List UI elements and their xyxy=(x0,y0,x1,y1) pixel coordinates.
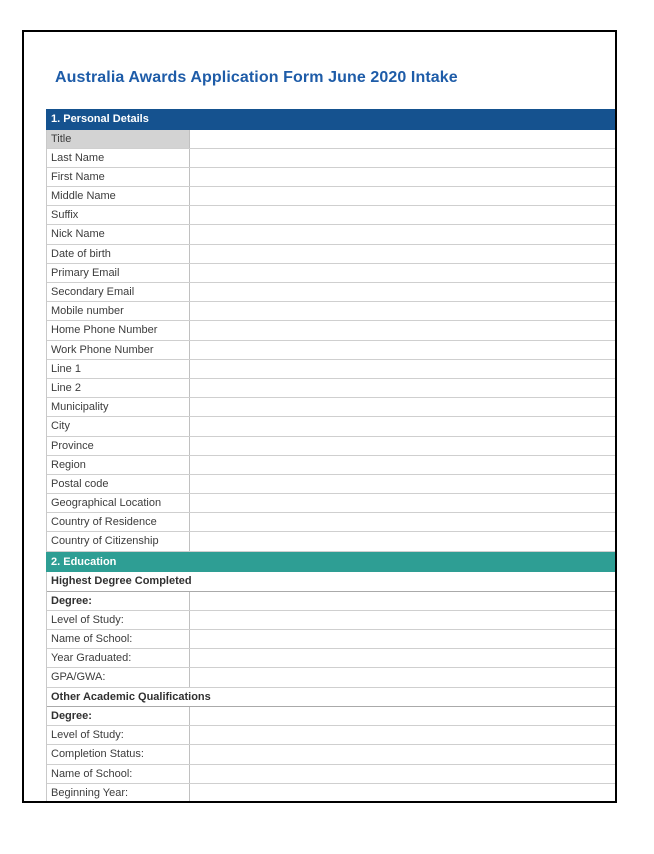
field-label-beginning-year: Beginning Year: xyxy=(47,784,190,802)
form-row-secondary-email xyxy=(47,283,615,302)
field-value-title[interactable] xyxy=(190,130,615,148)
form-row-last-name xyxy=(47,149,615,168)
field-value-region[interactable] xyxy=(190,456,615,474)
field-value-secondary-email[interactable] xyxy=(190,283,615,301)
form-row-beginning-year xyxy=(47,784,615,803)
field-label-name-of-school: Name of School: xyxy=(47,630,190,648)
section-header-2-education: 2. Education xyxy=(46,552,615,573)
application-form-table xyxy=(46,109,615,803)
field-label-line-2: Line 2 xyxy=(47,379,190,397)
form-row-city xyxy=(47,417,615,436)
field-label-date-of-birth: Date of birth xyxy=(47,245,190,263)
field-label-region: Region xyxy=(47,456,190,474)
field-value-line-2[interactable] xyxy=(190,379,615,397)
field-label-last-name: Last Name xyxy=(47,149,190,167)
form-row-year-graduated xyxy=(47,649,615,668)
form-row-name-of-school xyxy=(47,765,615,784)
form-row-middle-name xyxy=(47,187,615,206)
field-label-postal-code: Postal code xyxy=(47,475,190,493)
form-row-first-name xyxy=(47,168,615,187)
field-label-degree: Degree: xyxy=(47,592,190,610)
field-label-country-of-citizenship: Country of Citizenship xyxy=(47,532,190,550)
field-label-middle-name: Middle Name xyxy=(47,187,190,205)
field-value-year-graduated[interactable] xyxy=(190,649,615,667)
form-row-degree xyxy=(47,592,615,611)
form-row-line-2 xyxy=(47,379,615,398)
field-value-nick-name[interactable] xyxy=(190,225,615,243)
form-row-name-of-school xyxy=(47,630,615,649)
form-row-region xyxy=(47,456,615,475)
field-value-mobile-number[interactable] xyxy=(190,302,615,320)
field-value-country-of-citizenship[interactable] xyxy=(190,532,615,550)
field-label-primary-email: Primary Email xyxy=(47,264,190,282)
field-value-completion-status[interactable] xyxy=(190,745,615,763)
field-label-province: Province xyxy=(47,437,190,455)
form-row-country-of-residence xyxy=(47,513,615,532)
field-value-geographical-location[interactable] xyxy=(190,494,615,512)
field-label-line-1: Line 1 xyxy=(47,360,190,378)
field-label-country-of-residence: Country of Residence xyxy=(47,513,190,531)
form-row-nick-name xyxy=(47,225,615,244)
field-value-degree[interactable] xyxy=(190,592,615,610)
form-row-postal-code xyxy=(47,475,615,494)
form-row-primary-email xyxy=(47,264,615,283)
field-label-completion-status: Completion Status: xyxy=(47,745,190,763)
form-row-geographical-location xyxy=(47,494,615,513)
field-value-level-of-study[interactable] xyxy=(190,611,615,629)
document-page xyxy=(22,30,617,803)
field-value-primary-email[interactable] xyxy=(190,264,615,282)
field-label-suffix: Suffix xyxy=(47,206,190,224)
section-header-1-personal-details: 1. Personal Details xyxy=(46,109,615,130)
form-row-line-1 xyxy=(47,360,615,379)
form-row-completion-status xyxy=(47,745,615,764)
subsection-header-highest-degree-completed: Highest Degree Completed xyxy=(47,572,615,592)
field-value-suffix[interactable] xyxy=(190,206,615,224)
field-value-beginning-year[interactable] xyxy=(190,784,615,802)
form-row-province xyxy=(47,437,615,456)
field-value-municipality[interactable] xyxy=(190,398,615,416)
field-label-mobile-number: Mobile number xyxy=(47,302,190,320)
form-row-level-of-study xyxy=(47,726,615,745)
field-value-date-of-birth[interactable] xyxy=(190,245,615,263)
field-label-level-of-study: Level of Study: xyxy=(47,726,190,744)
field-label-work-phone-number: Work Phone Number xyxy=(47,341,190,359)
form-row-degree xyxy=(47,707,615,726)
field-value-province[interactable] xyxy=(190,437,615,455)
field-label-secondary-email: Secondary Email xyxy=(47,283,190,301)
field-value-postal-code[interactable] xyxy=(190,475,615,493)
field-label-gpa-gwa: GPA/GWA: xyxy=(47,668,190,686)
field-value-middle-name[interactable] xyxy=(190,187,615,205)
form-row-title xyxy=(47,130,615,149)
field-label-geographical-location: Geographical Location xyxy=(47,494,190,512)
page-title: Australia Awards Application Form June 2020 Intake xyxy=(55,69,458,86)
form-row-date-of-birth xyxy=(47,245,615,264)
form-row-mobile-number xyxy=(47,302,615,321)
form-row-work-phone-number xyxy=(47,341,615,360)
field-label-municipality: Municipality xyxy=(47,398,190,416)
field-label-title: Title xyxy=(47,130,190,148)
field-label-level-of-study: Level of Study: xyxy=(47,611,190,629)
field-label-name-of-school: Name of School: xyxy=(47,765,190,783)
form-row-country-of-citizenship xyxy=(47,532,615,551)
field-label-year-graduated: Year Graduated: xyxy=(47,649,190,667)
field-value-country-of-residence[interactable] xyxy=(190,513,615,531)
field-value-work-phone-number[interactable] xyxy=(190,341,615,359)
field-value-first-name[interactable] xyxy=(190,168,615,186)
field-value-line-1[interactable] xyxy=(190,360,615,378)
field-value-degree[interactable] xyxy=(190,707,615,725)
field-value-name-of-school[interactable] xyxy=(190,630,615,648)
field-value-last-name[interactable] xyxy=(190,149,615,167)
field-label-first-name: First Name xyxy=(47,168,190,186)
form-row-home-phone-number xyxy=(47,321,615,340)
field-value-city[interactable] xyxy=(190,417,615,435)
field-value-name-of-school[interactable] xyxy=(190,765,615,783)
field-value-level-of-study[interactable] xyxy=(190,726,615,744)
field-label-home-phone-number: Home Phone Number xyxy=(47,321,190,339)
field-label-degree: Degree: xyxy=(47,707,190,725)
subsection-header-other-academic-qualifications: Other Academic Qualifications xyxy=(47,688,615,708)
form-row-suffix xyxy=(47,206,615,225)
field-value-home-phone-number[interactable] xyxy=(190,321,615,339)
field-value-gpa-gwa[interactable] xyxy=(190,668,615,686)
field-label-nick-name: Nick Name xyxy=(47,225,190,243)
form-row-municipality xyxy=(47,398,615,417)
form-row-level-of-study xyxy=(47,611,615,630)
field-label-city: City xyxy=(47,417,190,435)
form-row-gpa-gwa xyxy=(47,668,615,687)
